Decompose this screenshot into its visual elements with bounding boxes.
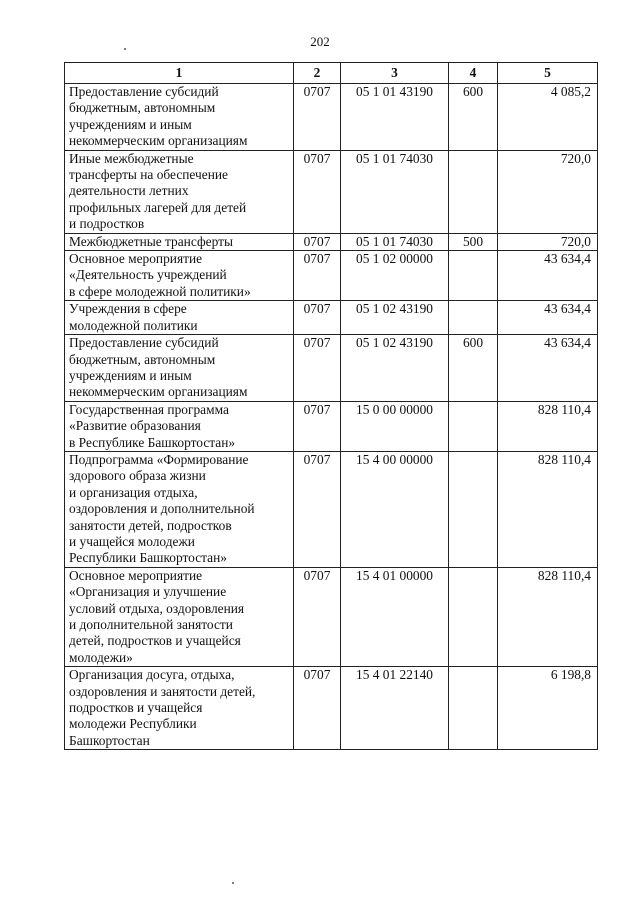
row-code: 15 4 01 22140: [341, 667, 449, 750]
row-name: Основное мероприятие «Организация и улучшение условий отдыха, оздоровления и дополнительной занятости детей, подростков и учащейся молодежи»: [65, 567, 294, 666]
row-section: 0707: [294, 401, 341, 451]
col-header-amount: 5: [498, 63, 598, 84]
row-name: Иные межбюджетные трансферты на обеспечение деятельности летних профильных лагерей для детей и подростков: [65, 150, 294, 233]
row-type: 500: [449, 233, 498, 250]
row-amount: 43 634,4: [498, 251, 598, 301]
budget-table: [64, 62, 598, 750]
row-amount: 828 110,4: [498, 567, 598, 666]
row-code: 05 1 02 00000: [341, 251, 449, 301]
row-section: 0707: [294, 567, 341, 666]
row-type: [449, 451, 498, 567]
table-row: [65, 301, 598, 335]
row-type: 600: [449, 84, 498, 151]
row-type: [449, 150, 498, 233]
table-row: [65, 451, 598, 567]
table-row: [65, 567, 598, 666]
row-amount: 4 085,2: [498, 84, 598, 151]
row-code: 15 4 01 00000: [341, 567, 449, 666]
table-row: [65, 251, 598, 301]
row-name: Основное мероприятие «Деятельность учреждений в сфере молодежной политики»: [65, 251, 294, 301]
row-type: [449, 301, 498, 335]
row-code: 15 0 00 00000: [341, 401, 449, 451]
row-section: 0707: [294, 301, 341, 335]
table-row: [65, 84, 598, 151]
table-row: [65, 150, 598, 233]
row-amount: 828 110,4: [498, 401, 598, 451]
row-code: 05 1 01 43190: [341, 84, 449, 151]
row-section: 0707: [294, 251, 341, 301]
table-row: [65, 401, 598, 451]
col-header-section: 2: [294, 63, 341, 84]
row-amount: 43 634,4: [498, 301, 598, 335]
col-header-code: 3: [341, 63, 449, 84]
row-name: Организация досуга, отдыха, оздоровления и занятости детей, подростков и учащейся молодежи Республики Башкортостан: [65, 667, 294, 750]
row-name: Предоставление субсидий бюджетным, автономным учреждениям и иным некоммерческим организациям: [65, 84, 294, 151]
row-name: Подпрограмма «Формирование здорового образа жизни и организация отдыха, оздоровления и дополнительной занятости детей, подростков и учащейся молодежи Республики Башкортостан»: [65, 451, 294, 567]
page-number: 202: [310, 34, 330, 49]
row-amount: 6 198,8: [498, 667, 598, 750]
table-row: [65, 667, 598, 750]
col-header-type: 4: [449, 63, 498, 84]
row-section: 0707: [294, 667, 341, 750]
scan-speck: [124, 48, 126, 50]
row-section: 0707: [294, 335, 341, 402]
row-code: 05 1 02 43190: [341, 301, 449, 335]
row-section: 0707: [294, 150, 341, 233]
row-name: Предоставление субсидий бюджетным, автономным учреждениям и иным некоммерческим организациям: [65, 335, 294, 402]
row-section: 0707: [294, 233, 341, 250]
row-type: [449, 401, 498, 451]
table-header-row: [65, 63, 598, 84]
scan-speck: [232, 882, 234, 884]
row-section: 0707: [294, 84, 341, 151]
row-type: 600: [449, 335, 498, 402]
row-type: [449, 251, 498, 301]
col-header-name: 1: [65, 63, 294, 84]
row-code: 05 1 02 43190: [341, 335, 449, 402]
row-code: 05 1 01 74030: [341, 150, 449, 233]
row-amount: 43 634,4: [498, 335, 598, 402]
row-type: [449, 567, 498, 666]
row-type: [449, 667, 498, 750]
row-code: 15 4 00 00000: [341, 451, 449, 567]
row-name: Государственная программа «Развитие образования в Республике Башкортостан»: [65, 401, 294, 451]
row-amount: 720,0: [498, 150, 598, 233]
row-name: Межбюджетные трансферты: [65, 233, 294, 250]
table-row: [65, 335, 598, 402]
row-name: Учреждения в сфере молодежной политики: [65, 301, 294, 335]
row-amount: 828 110,4: [498, 451, 598, 567]
row-section: 0707: [294, 451, 341, 567]
row-amount: 720,0: [498, 233, 598, 250]
table-row: [65, 233, 598, 250]
row-code: 05 1 01 74030: [341, 233, 449, 250]
